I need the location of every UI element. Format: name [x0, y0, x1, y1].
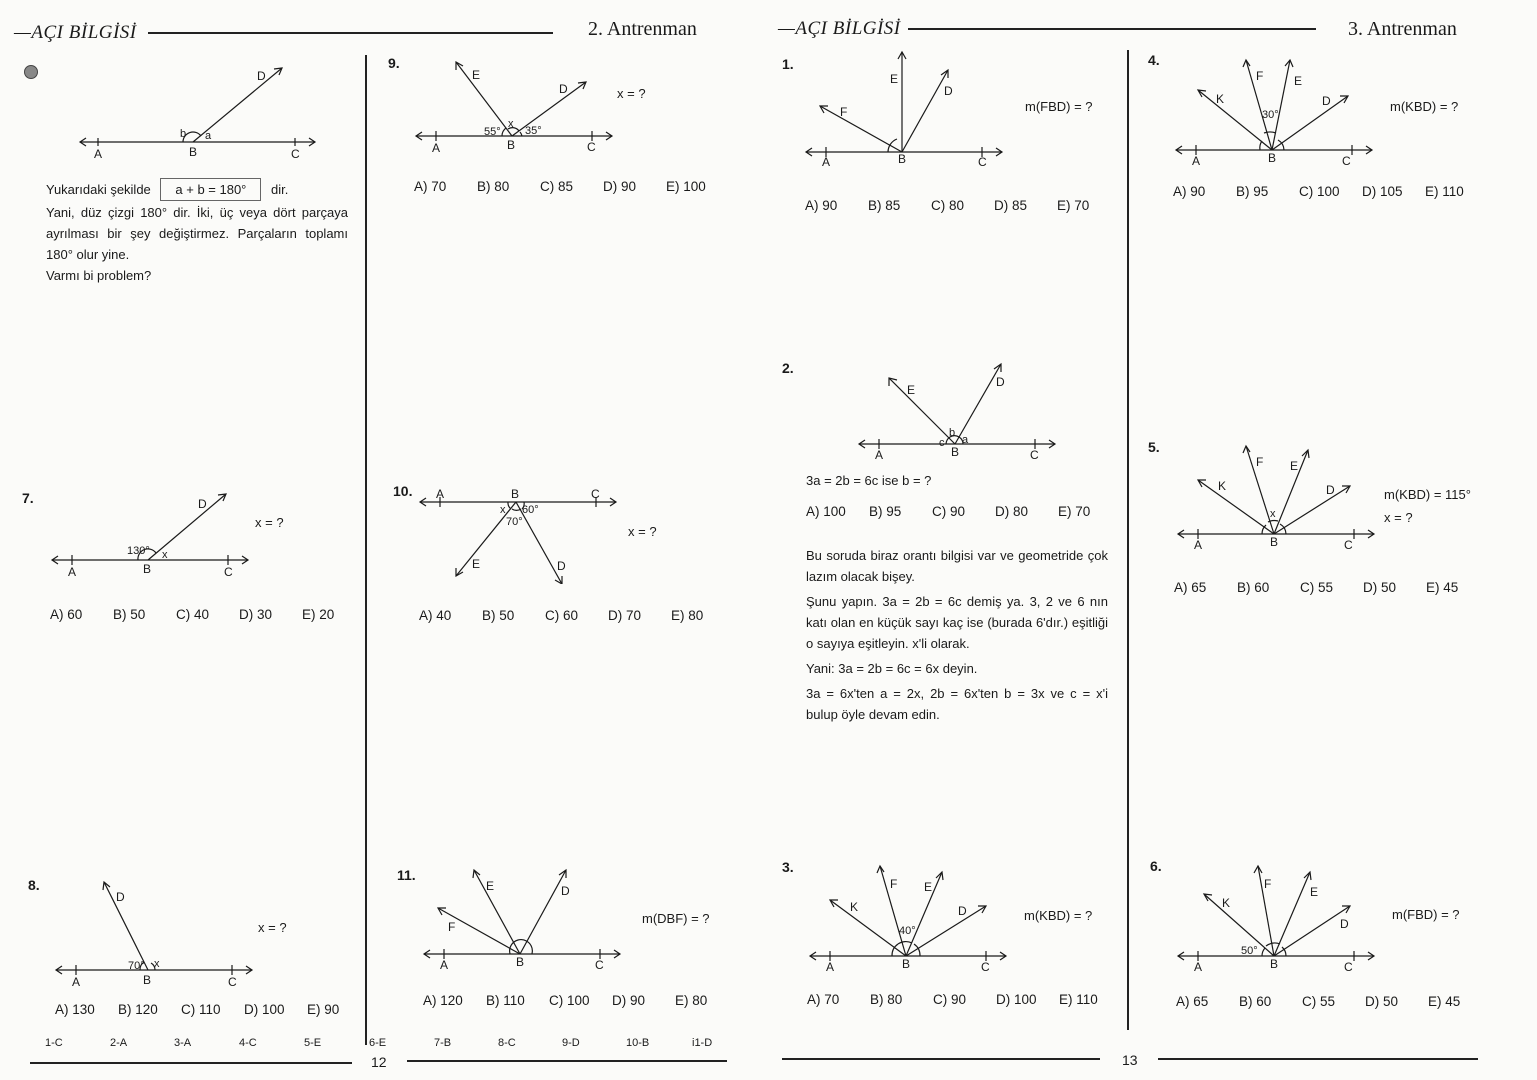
q1-options	[805, 198, 1120, 213]
svg-text:E: E	[472, 68, 481, 82]
intro-label-a: A	[94, 147, 103, 161]
q9-options	[414, 179, 729, 194]
svg-text:K: K	[1218, 479, 1227, 493]
q1-option-d[interactable]: D) 85	[994, 198, 1028, 213]
answer-key-item: 7-B	[434, 1037, 452, 1049]
q4-option-a[interactable]: A) 90	[1173, 184, 1206, 199]
q1-option-e[interactable]: E) 70	[1057, 198, 1090, 213]
q9-number: 9.	[388, 55, 400, 71]
q10-option-b[interactable]: B) 50	[482, 608, 515, 623]
q8-angle-label: 70°	[128, 960, 145, 972]
svg-text:C: C	[981, 960, 990, 974]
q5-option-d[interactable]: D) 50	[1363, 580, 1397, 595]
svg-text:B: B	[516, 955, 525, 969]
svg-text:D: D	[116, 890, 125, 904]
right-page-number: 13	[1122, 1052, 1138, 1068]
q9-x-label: x	[508, 118, 514, 130]
q2-option-c[interactable]: C) 90	[932, 504, 966, 519]
svg-text:B: B	[951, 445, 960, 459]
svg-text:C: C	[224, 565, 233, 579]
q5-option-c[interactable]: C) 55	[1300, 580, 1334, 595]
svg-text:E: E	[907, 383, 916, 397]
intro-label-b: B	[189, 145, 198, 159]
q2-explain-1: Bu soruda biraz orantı bilgisi var ve geometride çok lazım olacak bişey.	[806, 548, 1108, 584]
svg-text:F: F	[840, 105, 848, 119]
svg-text:B: B	[1270, 957, 1279, 971]
left-footer-rule	[30, 1062, 352, 1064]
q7-option-b[interactable]: B) 50	[113, 607, 146, 622]
answer-key-item: 6-E	[369, 1037, 387, 1049]
q7-number: 7.	[22, 490, 34, 506]
svg-text:D: D	[996, 375, 1005, 389]
svg-text:D: D	[1326, 483, 1335, 497]
left-column-divider	[365, 55, 367, 1045]
q4-figure	[1172, 54, 1382, 169]
svg-text:D: D	[561, 884, 570, 898]
q8-option-d[interactable]: D) 100	[244, 1002, 285, 1017]
q1-option-c[interactable]: C) 80	[931, 198, 965, 213]
q5-x-label: x	[1270, 508, 1276, 520]
intro-question: Varmı bi problem?	[46, 268, 152, 283]
q10-ask: x = ?	[628, 524, 657, 539]
q2-options	[806, 504, 1121, 519]
answer-key-item: 4-C	[239, 1037, 257, 1049]
svg-text:D: D	[944, 84, 953, 98]
q6-option-a[interactable]: A) 65	[1176, 994, 1209, 1009]
left-header-title: —AÇI BİLGİSİ	[14, 22, 137, 43]
q3-options	[807, 992, 1122, 1007]
answer-key-item: 5-E	[304, 1037, 322, 1049]
q5-figure	[1174, 440, 1384, 555]
q10-x-label: x	[500, 504, 506, 516]
q11-ask: m(DBF) = ?	[642, 911, 710, 926]
q7-option-c[interactable]: C) 40	[176, 607, 210, 622]
intro-formula-box: a + b = 180°	[160, 178, 261, 201]
q11-option-d[interactable]: D) 90	[612, 993, 646, 1008]
q11-option-b[interactable]: B) 110	[486, 993, 525, 1008]
intro-angle-b: b	[180, 128, 187, 140]
q2-option-a[interactable]: A) 100	[806, 504, 846, 519]
answer-key-item: 2-A	[110, 1037, 128, 1049]
svg-text:a: a	[962, 434, 969, 446]
q3-ask: m(KBD) = ?	[1024, 908, 1093, 923]
q7-x-label: x	[162, 549, 168, 561]
q7-ask: x = ?	[255, 515, 284, 530]
svg-text:b: b	[949, 427, 956, 439]
svg-text:D: D	[958, 904, 967, 918]
answer-key-item: 10-B	[626, 1037, 650, 1049]
intro-paragraph: Yani, düz çizgi 180° dir. İki, üç veya dört parçaya ayrılması bir şey değiştirmez. Parçaların toplamı 180° olur yine.	[46, 205, 348, 262]
q9-option-e[interactable]: E) 100	[666, 179, 706, 194]
svg-text:B: B	[898, 152, 907, 166]
q6-option-d[interactable]: D) 50	[1365, 994, 1399, 1009]
left-header-rule	[148, 32, 553, 34]
q2-explain-3: Yani: 3a = 2b = 6c = 6x deyin.	[806, 661, 978, 676]
svg-text:A: A	[822, 155, 831, 169]
q10-angle-60: 60°	[522, 504, 539, 516]
svg-text:F: F	[890, 877, 898, 891]
svg-text:C: C	[591, 487, 600, 501]
svg-text:E: E	[1294, 74, 1303, 88]
svg-text:D: D	[557, 559, 566, 573]
q6-option-e[interactable]: E) 45	[1428, 994, 1461, 1009]
svg-text:F: F	[1264, 877, 1272, 891]
right-header-title: —AÇI BİLGİSİ	[778, 18, 901, 39]
svg-text:E: E	[472, 557, 481, 571]
q4-options	[1173, 184, 1488, 199]
q7-angle-label: 130°	[127, 545, 150, 557]
q10-number: 10.	[393, 483, 413, 499]
q5-options	[1174, 580, 1489, 595]
q3-option-a[interactable]: A) 70	[807, 992, 840, 1007]
q7-option-e[interactable]: E) 20	[302, 607, 335, 622]
q9-option-a[interactable]: A) 70	[414, 179, 447, 194]
q10-option-c[interactable]: C) 60	[545, 608, 579, 623]
svg-text:c: c	[939, 437, 945, 449]
q5-ask-x: x = ?	[1384, 510, 1413, 525]
intro-line1: Yukarıdaki şekilde a + b = 180° dir.	[46, 178, 288, 201]
svg-text:A: A	[875, 448, 884, 462]
svg-text:A: A	[68, 565, 77, 579]
q8-options	[55, 1002, 370, 1017]
q1-figure	[802, 46, 1012, 171]
q2-number: 2.	[782, 360, 794, 376]
q3-option-e[interactable]: E) 110	[1059, 992, 1098, 1007]
q2-given: 3a = 2b = 6c ise b = ?	[806, 473, 932, 488]
q6-angle-label: 50°	[1241, 945, 1258, 957]
q5-option-e[interactable]: E) 45	[1426, 580, 1459, 595]
svg-text:A: A	[826, 960, 835, 974]
q4-angle-label: 30°	[1262, 109, 1279, 121]
q5-number: 5.	[1148, 439, 1160, 455]
q10-option-e[interactable]: E) 80	[671, 608, 704, 623]
q10-figure	[416, 484, 626, 584]
q3-number: 3.	[782, 859, 794, 875]
svg-text:E: E	[924, 880, 933, 894]
svg-text:B: B	[143, 562, 152, 576]
q9-option-b[interactable]: B) 80	[477, 179, 510, 194]
q4-number: 4.	[1148, 52, 1160, 68]
q1-number: 1.	[782, 56, 794, 72]
svg-text:B: B	[1268, 151, 1277, 165]
right-header-name: 3. Antrenman	[1348, 18, 1457, 40]
q9-option-d[interactable]: D) 90	[603, 179, 637, 194]
q6-options	[1176, 994, 1491, 1009]
q8-figure	[52, 876, 262, 991]
q9-ask: x = ?	[617, 86, 646, 101]
q11-number: 11.	[397, 867, 416, 883]
q4-option-b[interactable]: B) 95	[1236, 184, 1269, 199]
q2-option-b[interactable]: B) 95	[869, 504, 902, 519]
q8-option-e[interactable]: E) 90	[307, 1002, 340, 1017]
q2-option-d[interactable]: D) 80	[995, 504, 1029, 519]
q8-x-label: x	[154, 958, 160, 970]
answer-key-item: i1-D	[692, 1037, 713, 1049]
q6-ask: m(FBD) = ?	[1392, 907, 1460, 922]
q3-option-d[interactable]: D) 100	[996, 992, 1037, 1007]
q2-explain-4: 3a = 6x'ten a = 2x, 2b = 6x'ten b = 3x ve c = x'i bulup öyle devam edin.	[806, 686, 1108, 722]
svg-text:D: D	[559, 82, 568, 96]
left-page-number: 12	[371, 1054, 387, 1070]
q5-ask: m(KBD) = 115°	[1384, 487, 1471, 502]
q1-ask: m(FBD) = ?	[1025, 99, 1093, 114]
answer-key-item: 9-D	[562, 1037, 580, 1049]
q10-option-a[interactable]: A) 40	[419, 608, 452, 623]
svg-text:A: A	[1194, 960, 1203, 974]
q5-option-a[interactable]: A) 65	[1174, 580, 1207, 595]
q7-figure	[48, 488, 258, 583]
q8-option-b[interactable]: B) 120	[118, 1002, 158, 1017]
answer-key-item: 3-A	[174, 1037, 192, 1049]
q2-option-e[interactable]: E) 70	[1058, 504, 1091, 519]
svg-text:E: E	[890, 72, 899, 86]
svg-text:E: E	[1310, 885, 1319, 899]
q10-option-d[interactable]: D) 70	[608, 608, 642, 623]
q6-figure	[1174, 860, 1384, 975]
svg-text:F: F	[1256, 455, 1264, 469]
q3-figure	[806, 860, 1016, 975]
answer-key	[0, 1037, 760, 1051]
svg-text:A: A	[436, 487, 445, 501]
q1-option-a[interactable]: A) 90	[805, 198, 838, 213]
svg-text:A: A	[432, 141, 441, 155]
right-header-rule	[908, 28, 1316, 30]
right-column-divider	[1127, 50, 1129, 1030]
q4-option-c[interactable]: C) 100	[1299, 184, 1340, 199]
right-footer-rule-2	[1158, 1058, 1478, 1060]
q11-option-e[interactable]: E) 80	[675, 993, 708, 1008]
q5-option-b[interactable]: B) 60	[1237, 580, 1270, 595]
left-footer-rule-2	[407, 1060, 727, 1062]
svg-text:C: C	[978, 155, 987, 169]
intro-label-d: D	[257, 69, 266, 83]
svg-text:C: C	[595, 958, 604, 972]
q10-angle-70: 70°	[506, 516, 523, 528]
q3-angle-label: 40°	[899, 925, 916, 937]
q11-options	[423, 993, 738, 1008]
q2-explanation	[806, 545, 1108, 725]
q7-option-d[interactable]: D) 30	[239, 607, 273, 622]
svg-text:A: A	[440, 958, 449, 972]
q7-options	[50, 607, 365, 622]
svg-text:K: K	[1216, 92, 1225, 106]
svg-text:D: D	[198, 497, 207, 511]
q2-figure	[855, 358, 1065, 463]
svg-text:C: C	[1030, 448, 1039, 462]
svg-text:A: A	[1194, 538, 1203, 552]
svg-text:D: D	[1340, 917, 1349, 931]
q1-option-b[interactable]: B) 85	[868, 198, 901, 213]
svg-text:B: B	[511, 487, 520, 501]
q6-option-c[interactable]: C) 55	[1302, 994, 1336, 1009]
q11-option-a[interactable]: A) 120	[423, 993, 463, 1008]
q11-figure	[420, 864, 630, 974]
q4-option-d[interactable]: D) 105	[1362, 184, 1403, 199]
svg-text:E: E	[1290, 459, 1299, 473]
q9-angle-35: 35°	[525, 125, 542, 137]
left-header-name: 2. Antrenman	[588, 18, 697, 40]
q3-option-b[interactable]: B) 80	[870, 992, 903, 1007]
svg-text:A: A	[72, 975, 81, 989]
svg-text:A: A	[1192, 154, 1201, 168]
svg-text:K: K	[1222, 896, 1231, 910]
q9-option-c[interactable]: C) 85	[540, 179, 574, 194]
q11-option-c[interactable]: C) 100	[549, 993, 590, 1008]
svg-text:F: F	[448, 920, 456, 934]
svg-text:B: B	[902, 957, 911, 971]
svg-text:C: C	[228, 975, 237, 989]
svg-text:C: C	[1344, 538, 1353, 552]
svg-text:K: K	[850, 900, 859, 914]
svg-text:B: B	[507, 138, 516, 152]
svg-text:C: C	[1344, 960, 1353, 974]
q6-number: 6.	[1150, 858, 1162, 874]
q4-option-e[interactable]: E) 110	[1425, 184, 1464, 199]
q7-option-a[interactable]: A) 60	[50, 607, 83, 622]
q3-option-c[interactable]: C) 90	[933, 992, 967, 1007]
q10-options	[419, 608, 734, 623]
q8-option-c[interactable]: C) 110	[181, 1002, 221, 1017]
q9-figure	[412, 56, 622, 156]
q9-angle-55: 55°	[484, 126, 501, 138]
q8-ask: x = ?	[258, 920, 287, 935]
intro-label-c: C	[291, 147, 300, 161]
q4-ask: m(KBD) = ?	[1390, 99, 1459, 114]
q2-explain-2: Şunu yapın. 3a = 2b = 6c demiş ya. 3, 2 ve 6 nın katı olan en küçük sayı kaç ise (burada 6'dır.) eşitliği o sayıya eşitleyin. x'li olarak.	[806, 594, 1108, 651]
svg-text:B: B	[1270, 535, 1279, 549]
right-footer-rule	[782, 1058, 1100, 1060]
q8-number: 8.	[28, 877, 40, 893]
svg-text:E: E	[486, 879, 495, 893]
intro-bullet-icon	[24, 65, 38, 79]
answer-key-item: 1-C	[45, 1037, 63, 1049]
svg-text:C: C	[1342, 154, 1351, 168]
svg-text:C: C	[587, 140, 596, 154]
svg-text:B: B	[143, 973, 152, 987]
svg-text:F: F	[1256, 69, 1264, 83]
svg-text:D: D	[1322, 94, 1331, 108]
answer-key-item: 8-C	[498, 1037, 516, 1049]
intro-angle-a: a	[205, 130, 212, 142]
intro-figure	[70, 62, 330, 162]
q6-option-b[interactable]: B) 60	[1239, 994, 1272, 1009]
q8-option-a[interactable]: A) 130	[55, 1002, 95, 1017]
